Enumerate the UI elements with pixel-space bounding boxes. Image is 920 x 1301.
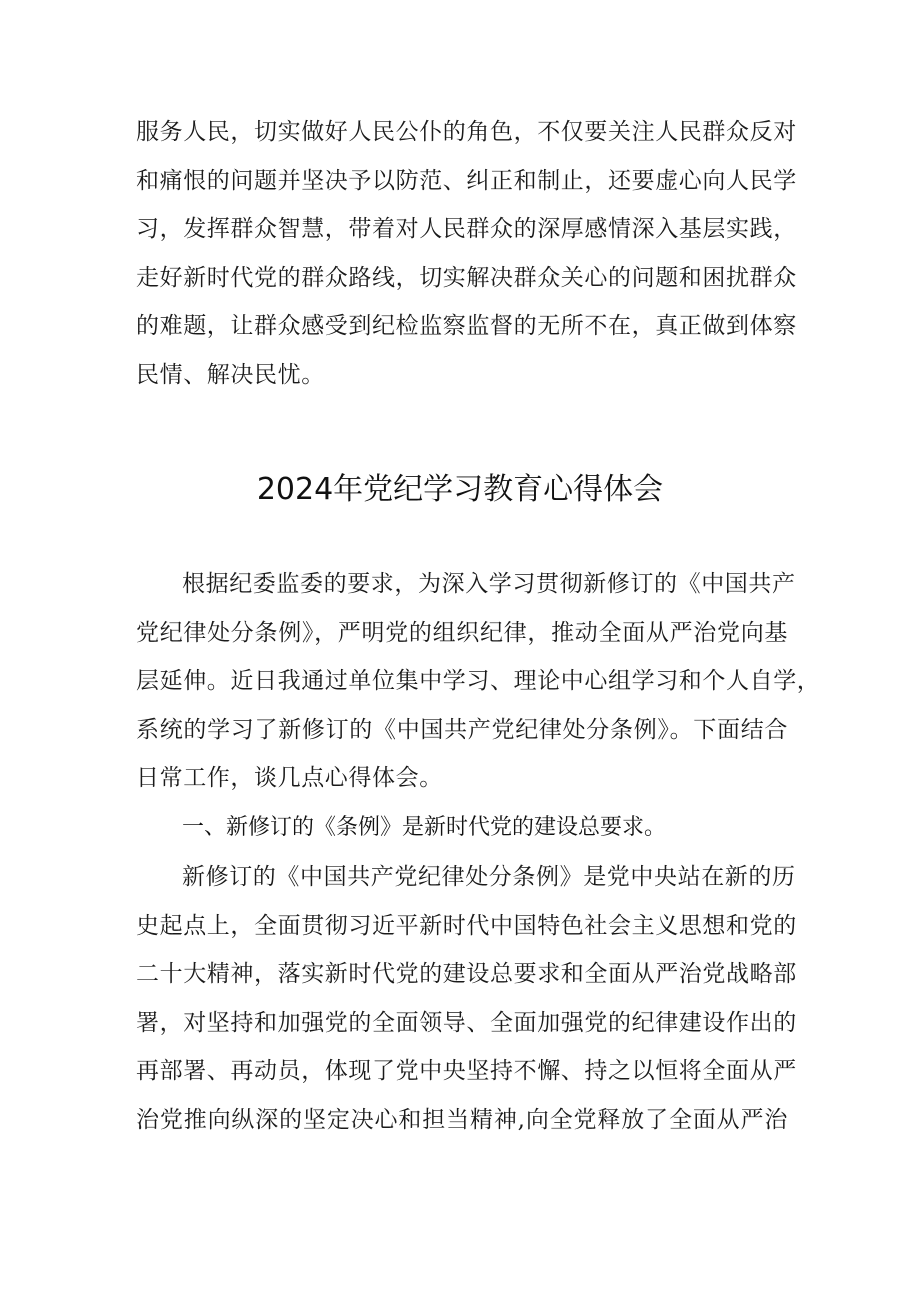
paragraph-line: 层延伸。近日我通过单位集中学习、理论中心组学习和个人自学， bbox=[136, 668, 821, 694]
paragraph-line: 系统的学习了新修订的《中国共产党纪律处分条例》。下面结合 bbox=[136, 716, 788, 743]
paragraph-line: 走好新时代党的群众路线，切实解决群众关心的问题和困扰群众 bbox=[136, 264, 797, 291]
paragraph-line: 服务人民，切实做好人民公仆的角色，不仅要关注人民群众反对 bbox=[136, 119, 797, 145]
paragraph-line: 根据纪委监委的要求，为深入学习贯彻新修订的《中国共产 bbox=[182, 571, 796, 597]
paragraph-line: 再部署、再动员，体现了党中央坚持不懈、持之以恒将全面从严 bbox=[136, 1058, 797, 1084]
paragraph-line: 署，对坚持和加强党的全面领导、全面加强党的纪律建设作出的 bbox=[136, 1009, 797, 1036]
paragraph-line: 新修订的《中国共产党纪律处分条例》是党中央站在新的历 bbox=[182, 864, 796, 890]
paragraph-line: 习，发挥群众智慧，带着对人民群众的深厚感情深入基层实践， bbox=[136, 216, 797, 242]
paragraph-line: 日常工作，谈几点心得体会。 bbox=[136, 765, 443, 791]
paragraph-line: 的难题，让群众感受到纪检监察监督的无所不在，真正做到体察 bbox=[136, 313, 797, 339]
paragraph-line: 治党推向纵深的坚定决心和担当精神,向全党释放了全面从严治 bbox=[136, 1106, 788, 1133]
paragraph-line: 二十大精神，落实新时代党的建设总要求和全面从严治党战略部 bbox=[136, 961, 797, 987]
section-heading: 一、新修订的《条例》是新时代党的建设总要求。 bbox=[182, 815, 667, 840]
intro-paragraph bbox=[136, 560, 821, 803]
document-title: 2024年党纪学习教育心得体会 bbox=[256, 472, 664, 507]
paragraph-line: 和痛恨的问题并坚决予以防范、纠正和制止，还要虚心向人民学 bbox=[136, 167, 797, 194]
section-paragraph bbox=[136, 853, 797, 1144]
continued-paragraph bbox=[136, 108, 797, 399]
paragraph-line: 史起点上，全面贯彻习近平新时代中国特色社会主义思想和党的 bbox=[136, 912, 797, 939]
paragraph-line: 党纪律处分条例》，严明党的组织纪律，推动全面从严治党向基 bbox=[136, 619, 788, 646]
paragraph-line: 民情、解决民忧。 bbox=[136, 361, 325, 388]
